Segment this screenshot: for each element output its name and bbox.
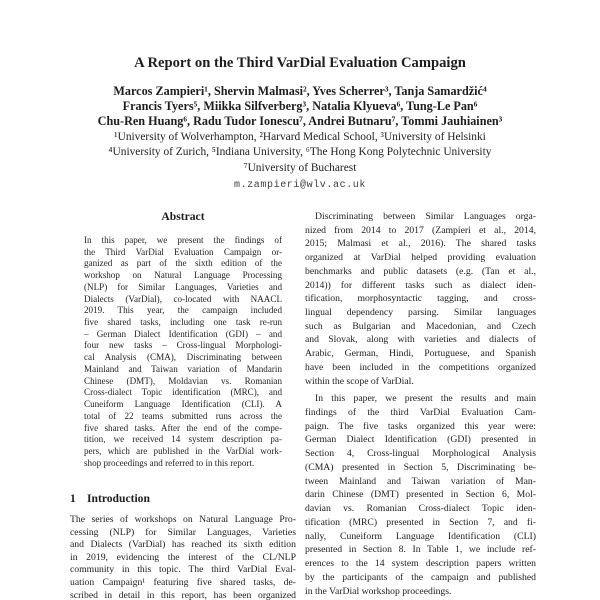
body-line: 2015; Malmasi et al., 2016). The shared tasks bbox=[305, 238, 536, 250]
abstract-line: (NLP) for Similar Languages, Varieties and bbox=[84, 281, 282, 292]
abstract-line: shop proceedings and referred to in this report. bbox=[84, 457, 255, 468]
abstract-line: Cuneiform Language Identification (CLI). A bbox=[84, 399, 282, 410]
body-line: German Dialect Identification (GDI) presented in bbox=[305, 434, 536, 446]
abstract-line: 2019. This year, the campaign included bbox=[84, 305, 282, 316]
body-line: 2014)) for different tasks such as dialect iden- bbox=[305, 279, 536, 291]
body-line: findings of the third VarDial Evaluation Cam- bbox=[305, 406, 536, 418]
author-line: Marcos Zampieri¹, Shervin Malmasi², Yves Scherrer³, Tanja Samardžić⁴ bbox=[113, 84, 487, 98]
body-line: such as Bulgarian and Macedonian, and Czech bbox=[305, 320, 536, 332]
abstract-line: workshop on Natural Language Processing bbox=[84, 270, 282, 281]
body-line: tification (MRC) presented in Section 7, and fi- bbox=[305, 516, 536, 528]
body-line: Discriminating between Similar Languages orga- bbox=[315, 211, 536, 222]
section-heading-introduction bbox=[70, 492, 150, 505]
abstract-line: Chinese (DMT), Moldavian vs. Romanian bbox=[84, 375, 282, 386]
abstract-line: four new tasks – Cross-lingual Morphologi- bbox=[84, 340, 282, 351]
contact-email: m.zampieri@wlv.ac.uk bbox=[233, 180, 367, 191]
abstract-text bbox=[84, 235, 282, 469]
body-line: by the participants of the campaign and published bbox=[305, 571, 536, 583]
body-line: davian vs. Romanian Cross-dialect Topic iden- bbox=[305, 503, 536, 514]
body-line: organized at VarDial helped providing evaluation bbox=[305, 252, 536, 264]
author-list bbox=[0, 84, 600, 128]
abstract-heading: Abstract bbox=[161, 210, 205, 223]
abstract-line: total of 22 teams submitted runs across the bbox=[84, 410, 282, 421]
body-line: Arabic, German, Hindi, Portuguese, and Spanish bbox=[305, 348, 536, 360]
section-title: Introduction bbox=[87, 492, 150, 505]
body-line: in 2019, evidencing the interest of the CL/NLP bbox=[70, 551, 296, 563]
abstract-line: Cross-dialect Topic identification (MRC), and bbox=[84, 387, 282, 398]
body-line: scribed in detail in this report, has been organized bbox=[70, 589, 296, 600]
abstract-line: five shared tasks. After the end of the compe- bbox=[84, 422, 282, 433]
affiliation-line: ¹University of Wolverhampton, ²Harvard Medical School, ³University of Helsinki bbox=[114, 131, 486, 143]
body-line: presented in Section 8. In Table 1, we include ref- bbox=[305, 544, 536, 556]
abstract-line: the Third VarDial Evaluation Campaign or- bbox=[84, 246, 282, 257]
right-column-paragraph-1 bbox=[305, 210, 536, 388]
abstract-line: Mainland and Taiwan variation of Mandarin bbox=[84, 363, 282, 374]
body-line: within the scope of VarDial. bbox=[305, 375, 414, 387]
right-column-paragraph-2 bbox=[305, 392, 536, 598]
body-line: community in this topic. The third VarDial Eval- bbox=[70, 564, 296, 576]
affiliation-line: ⁴University of Zurich, ⁵Indiana University, ⁶The Hong Kong Polytechnic University bbox=[108, 146, 492, 159]
body-line: tween Mainland and Taiwan variation of Man- bbox=[305, 475, 536, 487]
abstract-line: five shared tasks, including one task re-run bbox=[84, 317, 282, 328]
body-line: tification, morphosyntactic tagging, and cross- bbox=[305, 293, 536, 305]
paper-title: A Report on the Third VarDial Evaluation Campaign bbox=[134, 55, 466, 71]
introduction-text bbox=[70, 514, 296, 600]
body-line: darin Chinese (DMT) presented in Section 6, Mol- bbox=[305, 489, 536, 501]
body-line: in the VarDial workshop proceedings. bbox=[305, 585, 452, 597]
section-number: 1 bbox=[70, 492, 76, 505]
author-line: Chu-Ren Huang⁶, Radu Tudor Ionescu⁷, Andrei Butnaru⁷, Tommi Jauhiainen³ bbox=[97, 113, 503, 128]
body-line: nized from 2014 to 2017 (Zampieri et al., 2014, bbox=[305, 224, 536, 236]
body-line: uation Campaign¹ featuring five shared tasks, de- bbox=[70, 576, 296, 588]
body-line: nally, Cuneiform Language Identification (CLI) bbox=[305, 530, 536, 542]
body-line: lingual dependency parsing. Similar languages bbox=[305, 307, 536, 319]
abstract-line: tition, we received 14 system description pa- bbox=[84, 434, 282, 445]
affiliation-line: ⁷University of Bucharest bbox=[243, 161, 357, 174]
body-line: paign. The five tasks organized this year were: bbox=[305, 420, 536, 432]
author-line: Francis Tyers⁵, Miikka Silfverberg³, Natalia Klyueva⁶, Tung-Le Pan⁶ bbox=[122, 98, 478, 113]
body-line: have been included in the competitions organized bbox=[305, 361, 536, 373]
body-line: The series of workshops on Natural Language Pro- bbox=[70, 514, 296, 525]
affiliation-list bbox=[0, 130, 600, 176]
abstract-line: In this paper, we present the findings of bbox=[84, 235, 282, 245]
body-line: and Slovak, along with varieties and dialects of bbox=[305, 334, 536, 346]
abstract-line: Dialects (VarDial), co-located with NAACL bbox=[84, 293, 282, 304]
abstract-line: ganized as part of the sixth edition of the bbox=[84, 258, 282, 269]
body-line: benchmarks and public datasets (e.g. (Tan et al., bbox=[305, 265, 536, 277]
body-line: erences to the 14 system description papers written bbox=[305, 558, 536, 569]
abstract-line: pers, which are published in the VarDial work- bbox=[84, 445, 282, 456]
abstract-line: – German Dialect Identification (GDI) – and bbox=[84, 328, 282, 339]
body-line: and Dialects (VarDial) has reached its sixth edition bbox=[70, 539, 296, 551]
body-line: In this paper, we present the results and main bbox=[315, 393, 536, 404]
abstract-line: cal Analysis (CMA), Discriminating between bbox=[84, 352, 282, 363]
body-line: (CMA) presented in Section 5, Discriminating be- bbox=[305, 461, 536, 473]
body-line: cessing (NLP) for Similar Languages, Varieties bbox=[70, 526, 296, 538]
body-line: Section 4, Cross-lingual Morphological Analysis bbox=[305, 448, 536, 459]
